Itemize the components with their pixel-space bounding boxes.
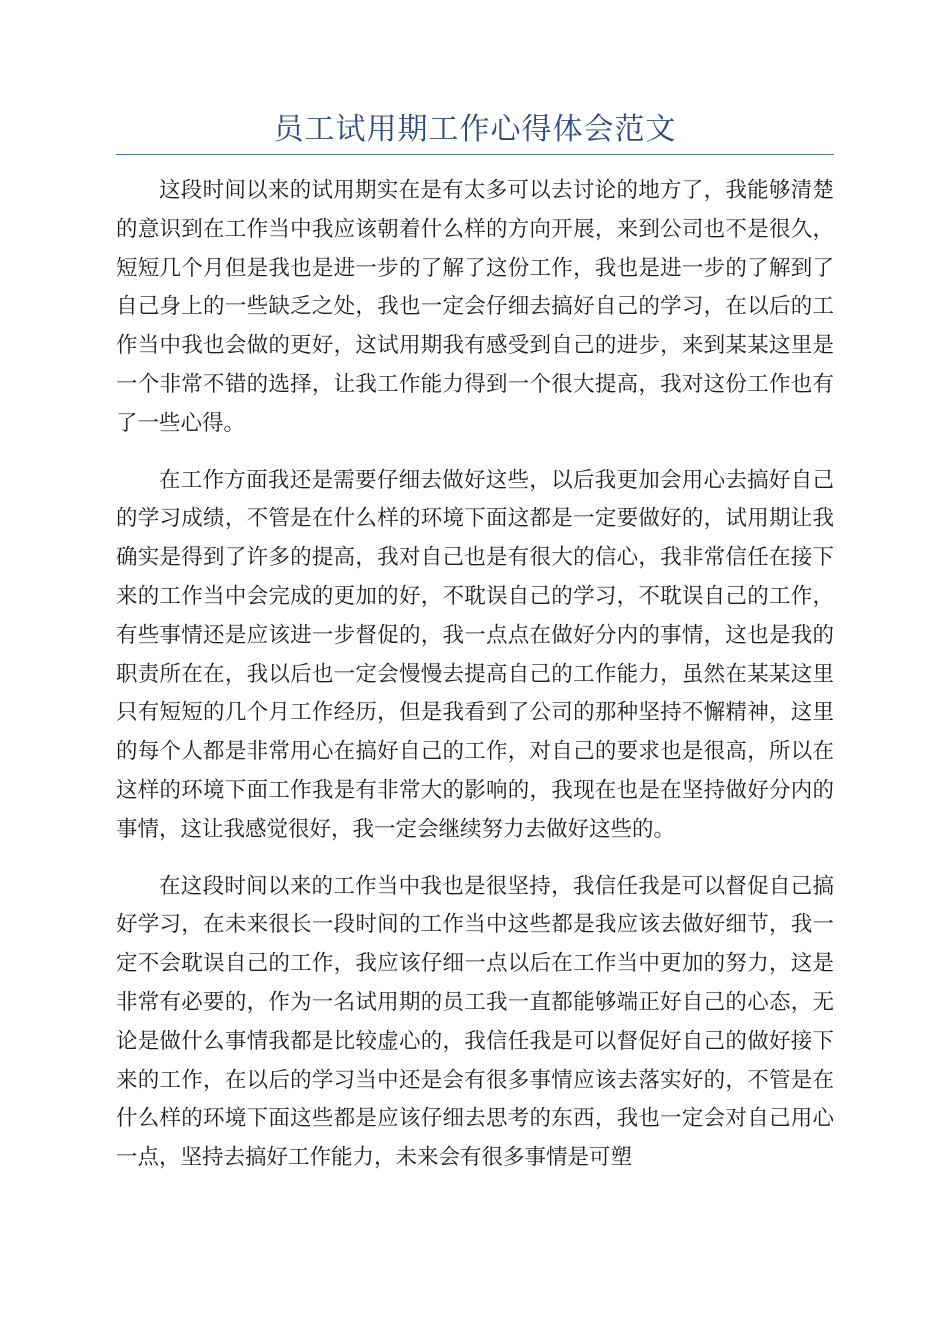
paragraph-1: 这段时间以来的试用期实在是有太多可以去讨论的地方了，我能够清楚的意识到在工作当中我应该朝着什么样的方向开展，来到公司也不是很久，短短几个月但是我也是进一步的了解了这份工作，我也是进一步的了解到了自己身上的一些缺乏之处，我也一定会仔细去搞好自己的学习，在以后的工作当中我也会做的更好，这试用期我有感受到自己的进步，来到某某这里是一个非常不错的选择，让我工作能力得到一个很大提高，我对这份工作也有了一些心得。 — [116, 178, 834, 436]
paragraph-3: 在这段时间以来的工作当中我也是很坚持，我信任我是可以督促自己搞好学习，在未来很长一段时间的工作当中这些都是我应该去做好细节，我一定不会耽误自己的工作，我应该仔细一点以后在工作当中更加的努力，这是非常有必要的，作为一名试用期的员工我一直都能够端正好自己的心态，无论是做什么事情我都是比较虚心的，我信任我是可以督促好自己的做好接下来的工作，在以后的学习当中还是会有很多事情应该去落实好的，不管是在什么样的环境下面这些都是应该仔细去思考的东西，我也一定会对自己用心一点，坚持去搞好工作能力，未来会有很多事情是可塑 — [116, 873, 834, 1171]
document-body — [116, 172, 834, 1196]
title-underline — [116, 154, 834, 155]
document-title: 员工试用期工作心得体会范文 — [273, 112, 677, 147]
paragraph-2: 在工作方面我还是需要仔细去做好这些，以后我更加会用心去搞好自己的学习成绩，不管是在什么样的环境下面这都是一定要做好的，试用期让我确实是得到了许多的提高，我对自己也是有很大的信心，我非常信任在接下来的工作当中会完成的更加的好，不耽误自己的学习，不耽误自己的工作，有些事情还是应该进一步督促的，我一点点在做好分内的事情，这也是我的职责所在在，我以后也一定会慢慢去提高自己的工作能力，虽然在某某这里只有短短的几个月工作经历，但是我看到了公司的那种坚持不懈精神，这里的每个人都是非常用心在搞好自己的工作，对自己的要求也是很高，所以在这样的环境下面工作我是有非常大的影响的，我现在也是在坚持做好分内的事情，这让我感觉很好，我一定会继续努力去做好这些的。 — [116, 467, 834, 842]
